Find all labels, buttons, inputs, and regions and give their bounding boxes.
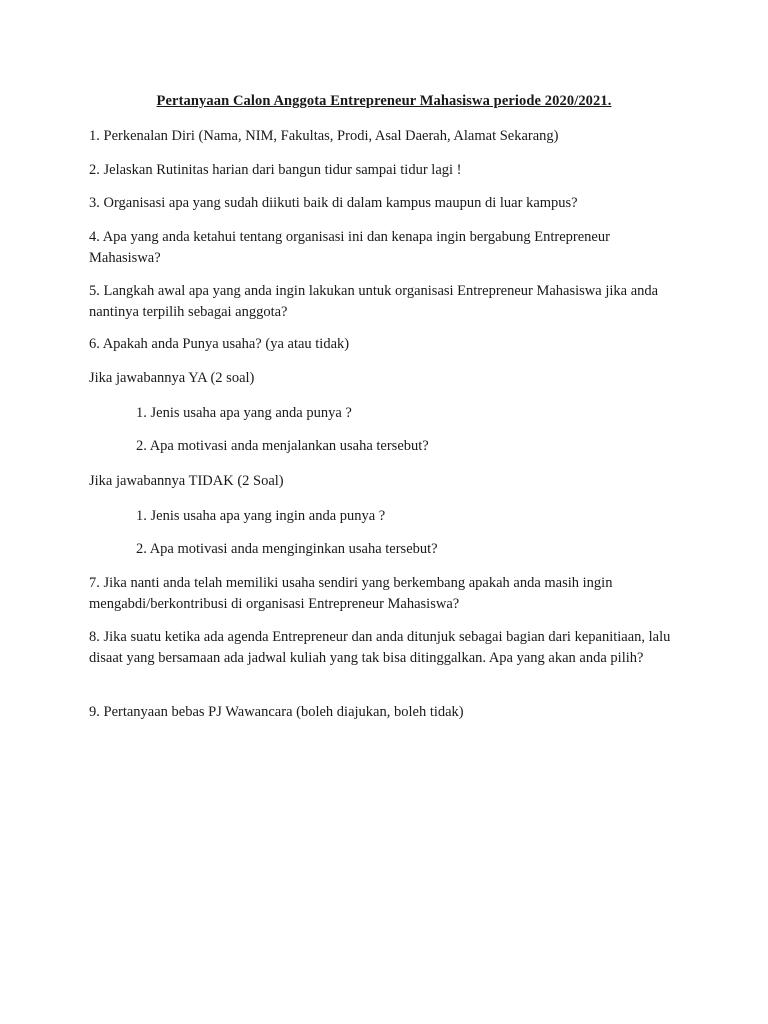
document-title: Pertanyaan Calon Anggota Entrepreneur Mahasiswa periode 2020/2021. <box>156 93 612 109</box>
if-no-item: 2. Apa motivasi anda menginginkan usaha tersebut? <box>136 541 438 557</box>
if-yes-item: 2. Apa motivasi anda menjalankan usaha tersebut? <box>136 438 429 454</box>
question-6: 6. Apakah anda Punya usaha? (ya atau tidak) <box>89 336 350 352</box>
if-no-label: Jika jawabannya TIDAK (2 Soal) <box>89 473 284 489</box>
question-7: 7. Jika nanti anda telah memiliki usaha sendiri yang berkembang apakah anda masih ingin mengabdi/berkontribusi di organisasi Entrepreneur Mahasiswa? <box>89 575 613 612</box>
if-yes-item: 1. Jenis usaha apa yang anda punya ? <box>136 405 352 421</box>
question-1: 1. Perkenalan Diri (Nama, NIM, Fakultas, Prodi, Asal Daerah, Alamat Sekarang) <box>89 128 559 144</box>
question-5: 5. Langkah awal apa yang anda ingin lakukan untuk organisasi Entrepreneur Mahasiswa jika anda nantinya terpilih sebagai anggota? <box>89 283 659 320</box>
question-8: 8. Jika suatu ketika ada agenda Entrepreneur dan anda ditunjuk sebagai bagian dari kepanitiaan, lalu disaat yang bersamaan ada jadwal kuliah yang tak bisa ditinggalkan. Apa yang akan anda pilih? <box>89 629 671 666</box>
question-4: 4. Apa yang anda ketahui tentang organisasi ini dan kenapa ingin bergabung Entrepreneur Mahasiswa? <box>89 229 610 266</box>
question-2: 2. Jelaskan Rutinitas harian dari bangun tidur sampai tidur lagi ! <box>89 162 462 178</box>
if-no-item: 1. Jenis usaha apa yang ingin anda punya ? <box>136 508 386 524</box>
question-9: 9. Pertanyaan bebas PJ Wawancara (boleh diajukan, boleh tidak) <box>89 704 464 720</box>
question-3: 3. Organisasi apa yang sudah diikuti baik di dalam kampus maupun di luar kampus? <box>89 195 578 211</box>
if-yes-label: Jika jawabannya YA (2 soal) <box>89 370 255 386</box>
